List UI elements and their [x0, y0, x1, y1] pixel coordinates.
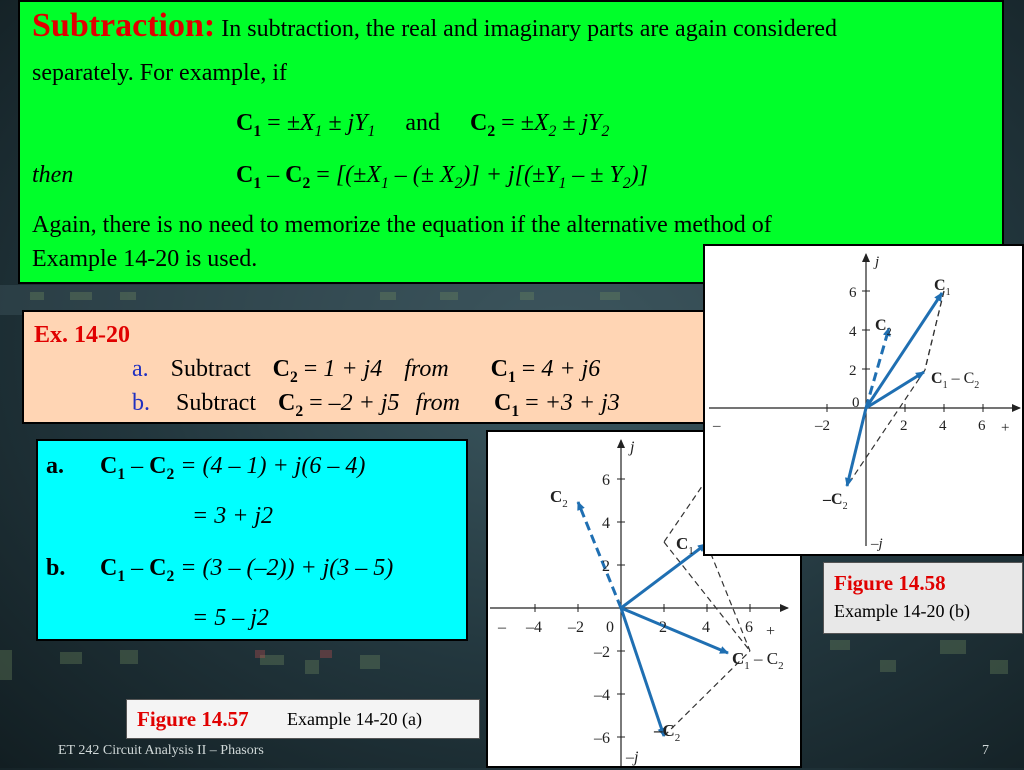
- and-connector: and: [405, 110, 440, 136]
- part-a-c2: 1 + j4: [323, 356, 383, 382]
- part-a-marker: a.: [132, 356, 149, 382]
- figure-14-57-number: Figure 14.57: [137, 707, 249, 731]
- figure-b-y-tick: 2: [849, 363, 857, 379]
- intro-text: In subtraction, the real and imaginary parts are again considered: [221, 16, 837, 42]
- solution-a-result: = 3 + j2: [192, 503, 274, 529]
- figure-a-y-tick: 2: [602, 558, 610, 575]
- figure-b-c1-vector: [866, 293, 942, 408]
- figure-a-x-tick: 6: [745, 619, 753, 636]
- solution-b-expression: $C_1 - C_2 = (3 - (-2)) + j(3 - 5)$: [100, 555, 394, 585]
- figure-a-x-minus: –: [498, 619, 506, 636]
- part-b-c2: –2 + j5: [328, 390, 400, 416]
- figure-a-j-label: j: [630, 439, 635, 456]
- figure-b-x-tick: 4: [939, 418, 947, 434]
- solution-b-result: = 5 – j2: [192, 605, 269, 631]
- figure-14-58-diagram: [703, 244, 1024, 556]
- figure-a-c2-vector: [578, 502, 621, 608]
- then-label: then: [32, 162, 74, 188]
- example-part-b: b. Subtract $C_2 = -2 + j5$ from $C_1 = +3 + j3$: [132, 390, 620, 420]
- solution-b-label: b.: [46, 555, 66, 581]
- intro-line-1: [32, 7, 837, 45]
- figure-a-neg-j-label: –j: [626, 749, 639, 766]
- footer-page-number: 7: [982, 743, 989, 758]
- figure-a-x-tick: 4: [702, 619, 710, 636]
- figure-a-c2-label: $C_2$: [550, 487, 568, 510]
- figure-a-neg-c2-vector: [621, 608, 664, 736]
- from-label: from: [404, 356, 449, 382]
- solution-a-label: a.: [46, 453, 64, 479]
- figure-a-x-plus: +: [766, 623, 776, 640]
- figure-b-y-tick: 6: [849, 285, 857, 301]
- figure-a-x-tick: –2: [568, 619, 584, 636]
- figure-b-x-plus: +: [1001, 420, 1010, 436]
- subtraction-panel: [18, 0, 1004, 284]
- figure-b-c2-label: $C_2$: [875, 317, 892, 338]
- figure-b-svg: [705, 246, 1024, 558]
- footer-course: ET 242 Circuit Analysis II – Phasors: [58, 743, 264, 758]
- figure-a-diff-label: $C_1 - C_2$: [732, 649, 784, 672]
- subtract-label: Subtract: [176, 390, 256, 416]
- solution-b-expr: = (3 – (–2)) + j(3 – 5): [180, 555, 394, 581]
- figure-b-y-tick: 4: [849, 324, 857, 340]
- figure-b-x-minus: –: [713, 418, 721, 434]
- part-a-c1: 4 + j6: [541, 356, 601, 382]
- figure-a-y-tick: –6: [594, 730, 610, 747]
- figure-a-y-tick: 6: [602, 472, 610, 489]
- figure-a-neg-c2-label: $-C_2$: [654, 721, 681, 744]
- note-line-1: Again, there is no need to memorize the equation if the alternative method of: [32, 212, 772, 238]
- part-b-c1: +3 + j3: [544, 390, 620, 416]
- solution-panel: [36, 439, 468, 641]
- note-line-2: Example 14-20 is used.: [32, 246, 258, 272]
- figure-a-x-tick: –4: [526, 619, 542, 636]
- subtraction-heading: Subtraction:: [32, 7, 216, 44]
- equation-definitions: $C_1 = \pm X_1 \pm jY_1$ and $C_2 = \pm X_2 \pm jY_2$: [236, 110, 610, 140]
- figure-14-57-text: Example 14-20 (a): [287, 709, 422, 729]
- solution-a-expr: = (4 – 1) + j(6 – 4): [180, 453, 366, 479]
- figure-a-c1-label: $C_1$: [676, 534, 694, 557]
- part-b-marker: b.: [132, 390, 150, 416]
- subtract-label: Subtract: [170, 356, 251, 382]
- figure-b-neg-c2-vector: [847, 408, 866, 486]
- solution-a-expression: $C_1 - C_2 = (4 - 1) + j(6 - 4)$: [100, 453, 366, 483]
- example-panel: [22, 310, 712, 424]
- figure-b-x-tick: –2: [815, 418, 830, 434]
- intro-line-2: separately. For example, if: [32, 60, 288, 86]
- figure-a-y-tick: –2: [594, 644, 610, 661]
- figure-b-j-label: j: [875, 254, 880, 270]
- figure-b-x-tick: 6: [978, 418, 986, 434]
- figure-a-x-tick: 2: [659, 619, 667, 636]
- figure-a-y-tick: –4: [594, 687, 610, 704]
- figure-14-58-text: Example 14-20 (b): [834, 601, 970, 621]
- example-part-a: a. Subtract $C_2 = 1 + j4$ from $C_1 = 4 + j6$: [132, 356, 601, 386]
- from-label: from: [415, 390, 460, 416]
- figure-b-y-tick: 0: [852, 395, 860, 411]
- figure-b-neg-j-label: –j: [871, 536, 883, 552]
- figure-14-58-caption: [823, 562, 1023, 634]
- figure-b-c1-label: $C_1$: [934, 277, 951, 298]
- figure-b-diff-label: $C_1 - C_2$: [931, 370, 980, 391]
- figure-a-y-tick: 4: [602, 515, 610, 532]
- subtraction-equation: $C_1 - C_2 = [(\pm X_1$ – (± $X_2)] + j[(\pm Y_1$ – ± $Y_2$)]: [236, 162, 648, 192]
- figure-14-58-number: Figure 14.58: [834, 571, 946, 595]
- figure-a-diff-vector: [621, 608, 728, 653]
- figure-b-neg-c2-label: $-C_2$: [823, 491, 848, 512]
- figure-a-x-tick: 0: [606, 619, 614, 636]
- figure-14-57-caption: [126, 699, 480, 739]
- example-title: Ex. 14-20: [34, 322, 130, 348]
- figure-b-x-tick: 2: [900, 418, 908, 434]
